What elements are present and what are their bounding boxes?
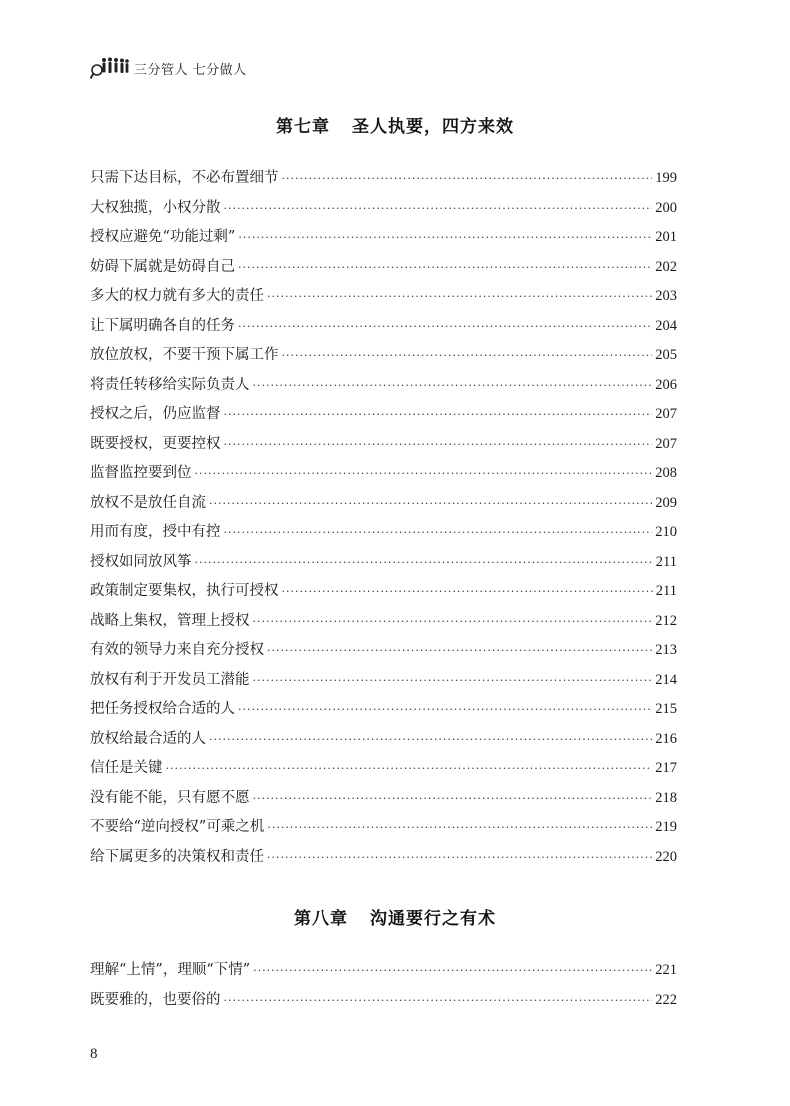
toc-entry: [90, 430, 677, 460]
dot-leader: [267, 636, 652, 666]
dot-leader: [209, 489, 652, 519]
toc-entry-title: 用而有度，授中有控: [90, 524, 221, 540]
chapter-8-title: 沟通要行之有术: [370, 909, 496, 929]
header-title: 三分管人 七分做人: [134, 63, 247, 78]
toc-entry-title: 大权独揽，小权分散: [90, 199, 221, 216]
toc-entry-title: 放权有利于开发员工潜能: [90, 671, 250, 688]
dot-leader: [238, 695, 652, 725]
toc-entry-title: 只需下达目标，不必布置细节: [90, 170, 279, 186]
toc-entry-title: 授权应避免“功能过剩”: [90, 229, 236, 245]
toc-entry: [90, 312, 677, 342]
dot-leader: [253, 956, 652, 986]
dot-leader: [224, 518, 653, 548]
toc-entry: [90, 194, 677, 224]
toc-entry: [90, 843, 677, 873]
toc-entry-page: 204: [655, 317, 677, 334]
toc-entry: [90, 548, 677, 578]
dot-leader: [267, 282, 652, 312]
toc-entry-title: 放位放权，不要干预下属工作: [90, 347, 279, 363]
toc-entry: [90, 518, 677, 548]
toc-entry-page: 200: [655, 199, 677, 216]
chapter-7-toc: [90, 164, 677, 872]
toc-entry: [90, 607, 677, 637]
toc-entry-title: 将责任转移给实际负责人: [90, 376, 250, 393]
toc-entry: [90, 695, 677, 725]
dot-leader: [209, 725, 652, 755]
toc-entry: [90, 223, 677, 253]
toc-entry-page: 217: [655, 760, 677, 776]
dot-leader: [238, 253, 652, 283]
toc-entry-title: 把任务授权给合适的人: [90, 701, 235, 717]
toc-entry-page: 201: [655, 229, 677, 245]
page-number: 8: [90, 1046, 98, 1062]
toc-entry: [90, 666, 677, 696]
dot-leader: [195, 459, 653, 489]
dot-leader: [238, 312, 652, 342]
dot-leader: [253, 666, 653, 696]
dot-leader: [253, 607, 653, 637]
chapter-7-number: 第七章: [276, 117, 330, 137]
toc-entry-page: 221: [655, 962, 677, 978]
toc-entry-title: 不要给“逆向授权”可乘之机: [90, 819, 265, 835]
dot-leader: [282, 164, 653, 194]
toc-entry: [90, 784, 677, 814]
silhouettes-magnifier-icon: [90, 56, 130, 80]
toc-entry-title: 既要雅的，也要俗的: [90, 991, 221, 1008]
toc-entry-title: 监督监控要到位: [90, 465, 192, 481]
toc-entry-title: 妨碍下属就是妨碍自己: [90, 258, 235, 275]
toc-entry-page: 208: [655, 465, 677, 481]
dot-leader: [238, 223, 652, 253]
toc-entry: [90, 164, 677, 194]
toc-entry-page: 222: [655, 991, 677, 1008]
toc-entry-page: 203: [655, 288, 677, 304]
toc-entry: [90, 754, 677, 784]
toc-entry-title: 有效的领导力来自充分授权: [90, 642, 264, 658]
dot-leader: [224, 986, 653, 1016]
dot-leader: [267, 843, 652, 873]
toc-entry-title: 战略上集权，管理上授权: [90, 612, 250, 629]
toc-entry: [90, 986, 677, 1016]
dot-leader: [195, 548, 653, 578]
toc-entry-page: 211: [655, 553, 677, 570]
toc-entry-title: 既要授权，更要控权: [90, 435, 221, 452]
dot-leader: [267, 813, 652, 843]
toc-entry-title: 授权如同放风筝: [90, 553, 192, 570]
dot-leader: [253, 784, 653, 814]
chapter-8-toc: [90, 956, 677, 1015]
toc-entry-page: 210: [655, 524, 677, 540]
toc-entry-title: 没有能不能，只有愿不愿: [90, 789, 250, 806]
toc-entry: [90, 253, 677, 283]
toc-entry-page: 206: [655, 376, 677, 393]
toc-entry-page: 220: [655, 848, 677, 865]
chapter-7-title: 圣人执要，四方来效: [352, 117, 514, 137]
chapter-8-number: 第八章: [294, 909, 348, 929]
toc-entry-page: 212: [655, 612, 677, 629]
dot-leader: [166, 754, 653, 784]
toc-entry-title: 授权之后，仍应监督: [90, 406, 221, 422]
running-header: [90, 56, 247, 80]
toc-entry: [90, 813, 677, 843]
toc-entry-title: 给下属更多的决策权和责任: [90, 848, 264, 865]
toc-entry-page: 199: [655, 170, 677, 186]
dot-leader: [253, 371, 653, 401]
toc-entry-page: 215: [655, 701, 677, 717]
toc-entry-page: 202: [655, 258, 677, 275]
toc-entry-page: 205: [655, 347, 677, 363]
toc-entry-title: 理解“上情”，理顺“下情”: [90, 962, 251, 978]
toc-entry: [90, 956, 677, 986]
chapter-8-heading: [0, 904, 790, 929]
toc-entry-page: 207: [655, 406, 677, 422]
toc-entry: [90, 577, 677, 607]
toc-entry-page: 219: [655, 819, 677, 835]
toc-entry-title: 放权不是放任自流: [90, 494, 206, 511]
toc-entry-page: 207: [655, 435, 677, 452]
dot-leader: [224, 194, 653, 224]
toc-entry-page: 218: [655, 789, 677, 806]
toc-entry-title: 多大的权力就有多大的责任: [90, 288, 264, 304]
chapter-7-heading: [0, 112, 790, 137]
toc-entry-page: 216: [655, 730, 677, 747]
toc-entry-title: 让下属明确各自的任务: [90, 317, 235, 334]
dot-leader: [224, 400, 653, 430]
toc-entry-title: 信任是关键: [90, 760, 163, 776]
toc-entry: [90, 459, 677, 489]
dot-leader: [282, 341, 653, 371]
dot-leader: [282, 577, 653, 607]
toc-entry-title: 政策制定要集权，执行可授权: [90, 583, 279, 599]
dot-leader: [224, 430, 653, 460]
toc-entry: [90, 400, 677, 430]
toc-entry-title: 放权给最合适的人: [90, 730, 206, 747]
toc-entry-page: 214: [655, 671, 677, 688]
toc-entry: [90, 282, 677, 312]
toc-entry: [90, 371, 677, 401]
toc-entry-page: 213: [655, 642, 677, 658]
toc-entry-page: 209: [655, 494, 677, 511]
toc-entry-page: 211: [655, 583, 677, 599]
toc-entry: [90, 725, 677, 755]
toc-entry: [90, 341, 677, 371]
toc-entry: [90, 636, 677, 666]
toc-entry: [90, 489, 677, 519]
